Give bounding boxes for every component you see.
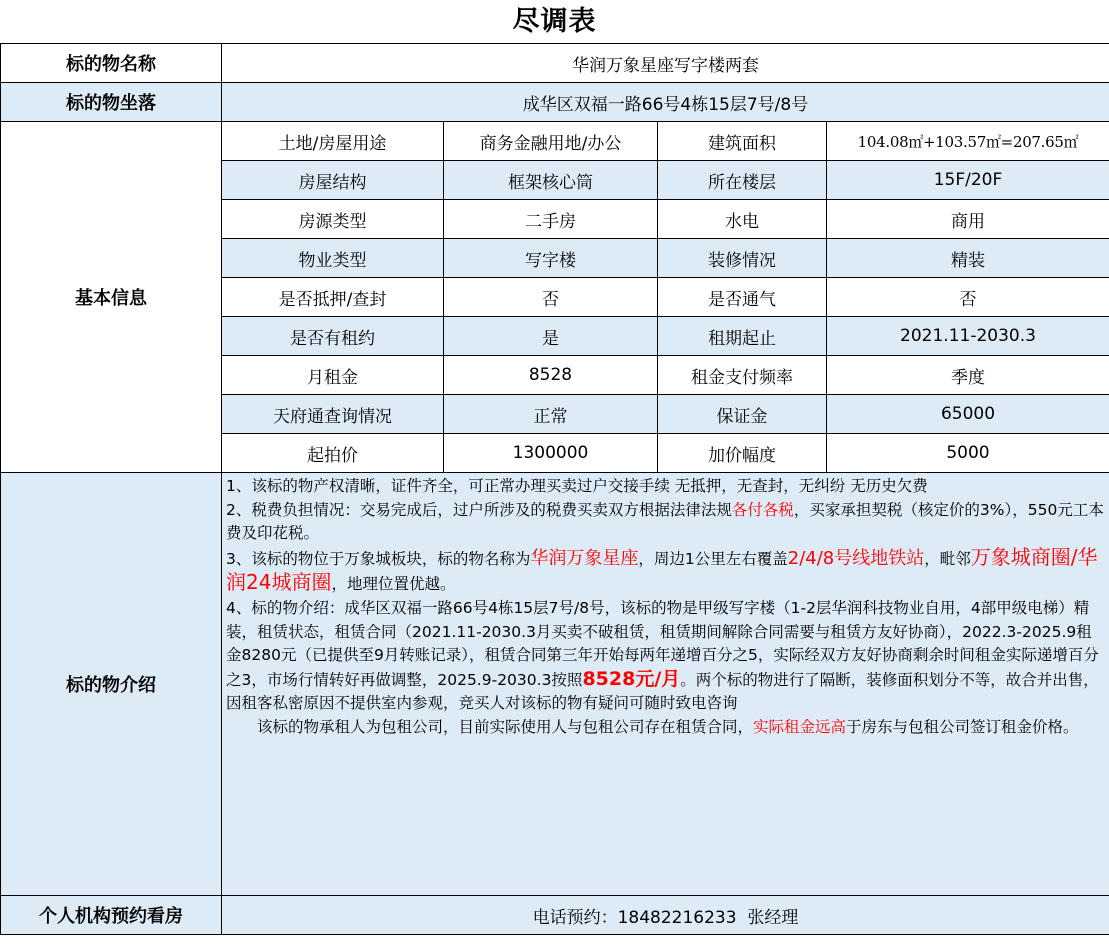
- text-span: 该标的物承租人为包租公司，目前实际使用人与包租公司存在租赁合同，: [257, 717, 754, 736]
- name-label: 标的物名称: [1, 44, 222, 83]
- text-span: ，周边1公里左右覆盖: [638, 549, 788, 568]
- row-intro: [1, 473, 1109, 896]
- page-title: 尽调表: [512, 6, 597, 37]
- field-label: 是否有租约: [222, 317, 444, 356]
- field-value: 2021.11-2030.3: [827, 317, 1109, 356]
- contact-value: 电话预约：18482216233 张经理: [222, 896, 1109, 935]
- field-value: 104.08㎡+103.57㎡=207.65㎡: [827, 122, 1109, 161]
- text-span: ，地理位置优越。: [331, 575, 456, 594]
- field-label: 土地/房屋用途: [222, 122, 444, 161]
- field-label: 租期起止: [658, 317, 827, 356]
- basic-row-0: [1, 122, 1109, 161]
- field-label: 保证金: [658, 395, 827, 434]
- field-label: 建筑面积: [658, 122, 827, 161]
- field-value: 二手房: [444, 200, 658, 239]
- field-value: 是: [444, 317, 658, 356]
- highlight-text: 实际租金远高: [753, 717, 847, 736]
- row-name: [1, 44, 1109, 83]
- highlight-text: 华润万象星座: [530, 547, 639, 569]
- basic-info-label: 基本信息: [1, 122, 222, 473]
- field-value: 精装: [827, 239, 1109, 278]
- field-label: 是否通气: [658, 278, 827, 317]
- field-value: 季度: [827, 356, 1109, 395]
- intro-paragraph-2: [226, 499, 1105, 546]
- field-label: 装修情况: [658, 239, 827, 278]
- text-span: 。两个标的物进行了隔断，装修面积划分不等，故合并出售，因租客私密原因不提供室内参观，竞买人对该标的物有疑问可随时致电咨询: [226, 670, 1099, 713]
- text-span: 3、该标的物位于万象城板块，标的物名称为: [226, 549, 531, 568]
- text-span: 4、标的物介绍：成华区双福一路66号4栋15层7号/8号，该标的物是甲级写字楼（1-2层华润科技物业自用，4部甲级电梯）精装，租赁状态，租赁合同（2021.11-2030.3月买卖不破租赁，租赁期间解除合同需要与租赁方友好协商），2022.3-2025.9租金8280元（已提供至9月转账记录），租赁合同第三年开始每两年递增百分之5，实际经双方友好协商剩余时间租金实际递增百分之3，市场行情转好再做调整，2025.9-2030.3按照: [226, 598, 1099, 689]
- field-value: 写字楼: [444, 239, 658, 278]
- field-value: 否: [827, 278, 1109, 317]
- field-label: 加价幅度: [658, 434, 827, 473]
- field-value: 65000: [827, 395, 1109, 434]
- contact-label: 个人机构预约看房: [1, 896, 222, 935]
- field-label: 起拍价: [222, 434, 444, 473]
- field-value: 15F/20F: [827, 161, 1109, 200]
- field-value: 否: [444, 278, 658, 317]
- intro-paragraph-1: 1、该标的物产权清晰，证件齐全，可正常办理买卖过户交接手续 无抵押，无查封，无纠纷 无历史欠费: [226, 477, 928, 495]
- field-label: 月租金: [222, 356, 444, 395]
- row-contact: [1, 896, 1109, 935]
- field-label: 物业类型: [222, 239, 444, 278]
- due-diligence-table: [0, 43, 1109, 935]
- field-value: 商用: [827, 200, 1109, 239]
- highlight-text: 2/4/8号线地铁站: [787, 547, 925, 569]
- text-span: 于房东与包租公司签订租金价格。: [846, 717, 1079, 736]
- text-span: 2、税费负担情况：交易完成后，过户所涉及的税费买卖双方根据法律法规: [226, 500, 732, 519]
- highlight-text: 各付各税: [731, 500, 794, 519]
- intro-paragraph-4: [226, 597, 1105, 716]
- field-value: 商务金融用地/办公: [444, 122, 658, 161]
- field-label: 天府通查询情况: [222, 395, 444, 434]
- row-location: [1, 83, 1109, 122]
- field-value: 1300000: [444, 434, 658, 473]
- field-value: 正常: [444, 395, 658, 434]
- field-value: 框架核心筒: [444, 161, 658, 200]
- intro-text: [222, 473, 1109, 896]
- field-label: 水电: [658, 200, 827, 239]
- field-label: 所在楼层: [658, 161, 827, 200]
- intro-paragraph-3: [226, 546, 1105, 597]
- field-label: 是否抵押/查封: [222, 278, 444, 317]
- field-value: 8528: [444, 356, 658, 395]
- field-label: 租金支付频率: [658, 356, 827, 395]
- text-span: ，毗邻: [924, 549, 971, 568]
- text-span: ，买家承担契税（核定价的3%），550元工本费及印花税。: [226, 500, 1104, 543]
- field-label: 房屋结构: [222, 161, 444, 200]
- name-value: 华润万象星座写字楼两套: [222, 44, 1109, 83]
- location-value: 成华区双福一路66号4栋15层7号/8号: [222, 83, 1109, 122]
- location-label: 标的物坐落: [1, 83, 222, 122]
- field-value: 5000: [827, 434, 1109, 473]
- highlight-text: 8528元/月: [582, 667, 681, 690]
- intro-label: 标的物介绍: [1, 473, 222, 896]
- field-label: 房源类型: [222, 200, 444, 239]
- intro-paragraph-5: [226, 716, 1105, 740]
- highlight-text: 万象城商圈/华润24城商圈: [226, 544, 1098, 595]
